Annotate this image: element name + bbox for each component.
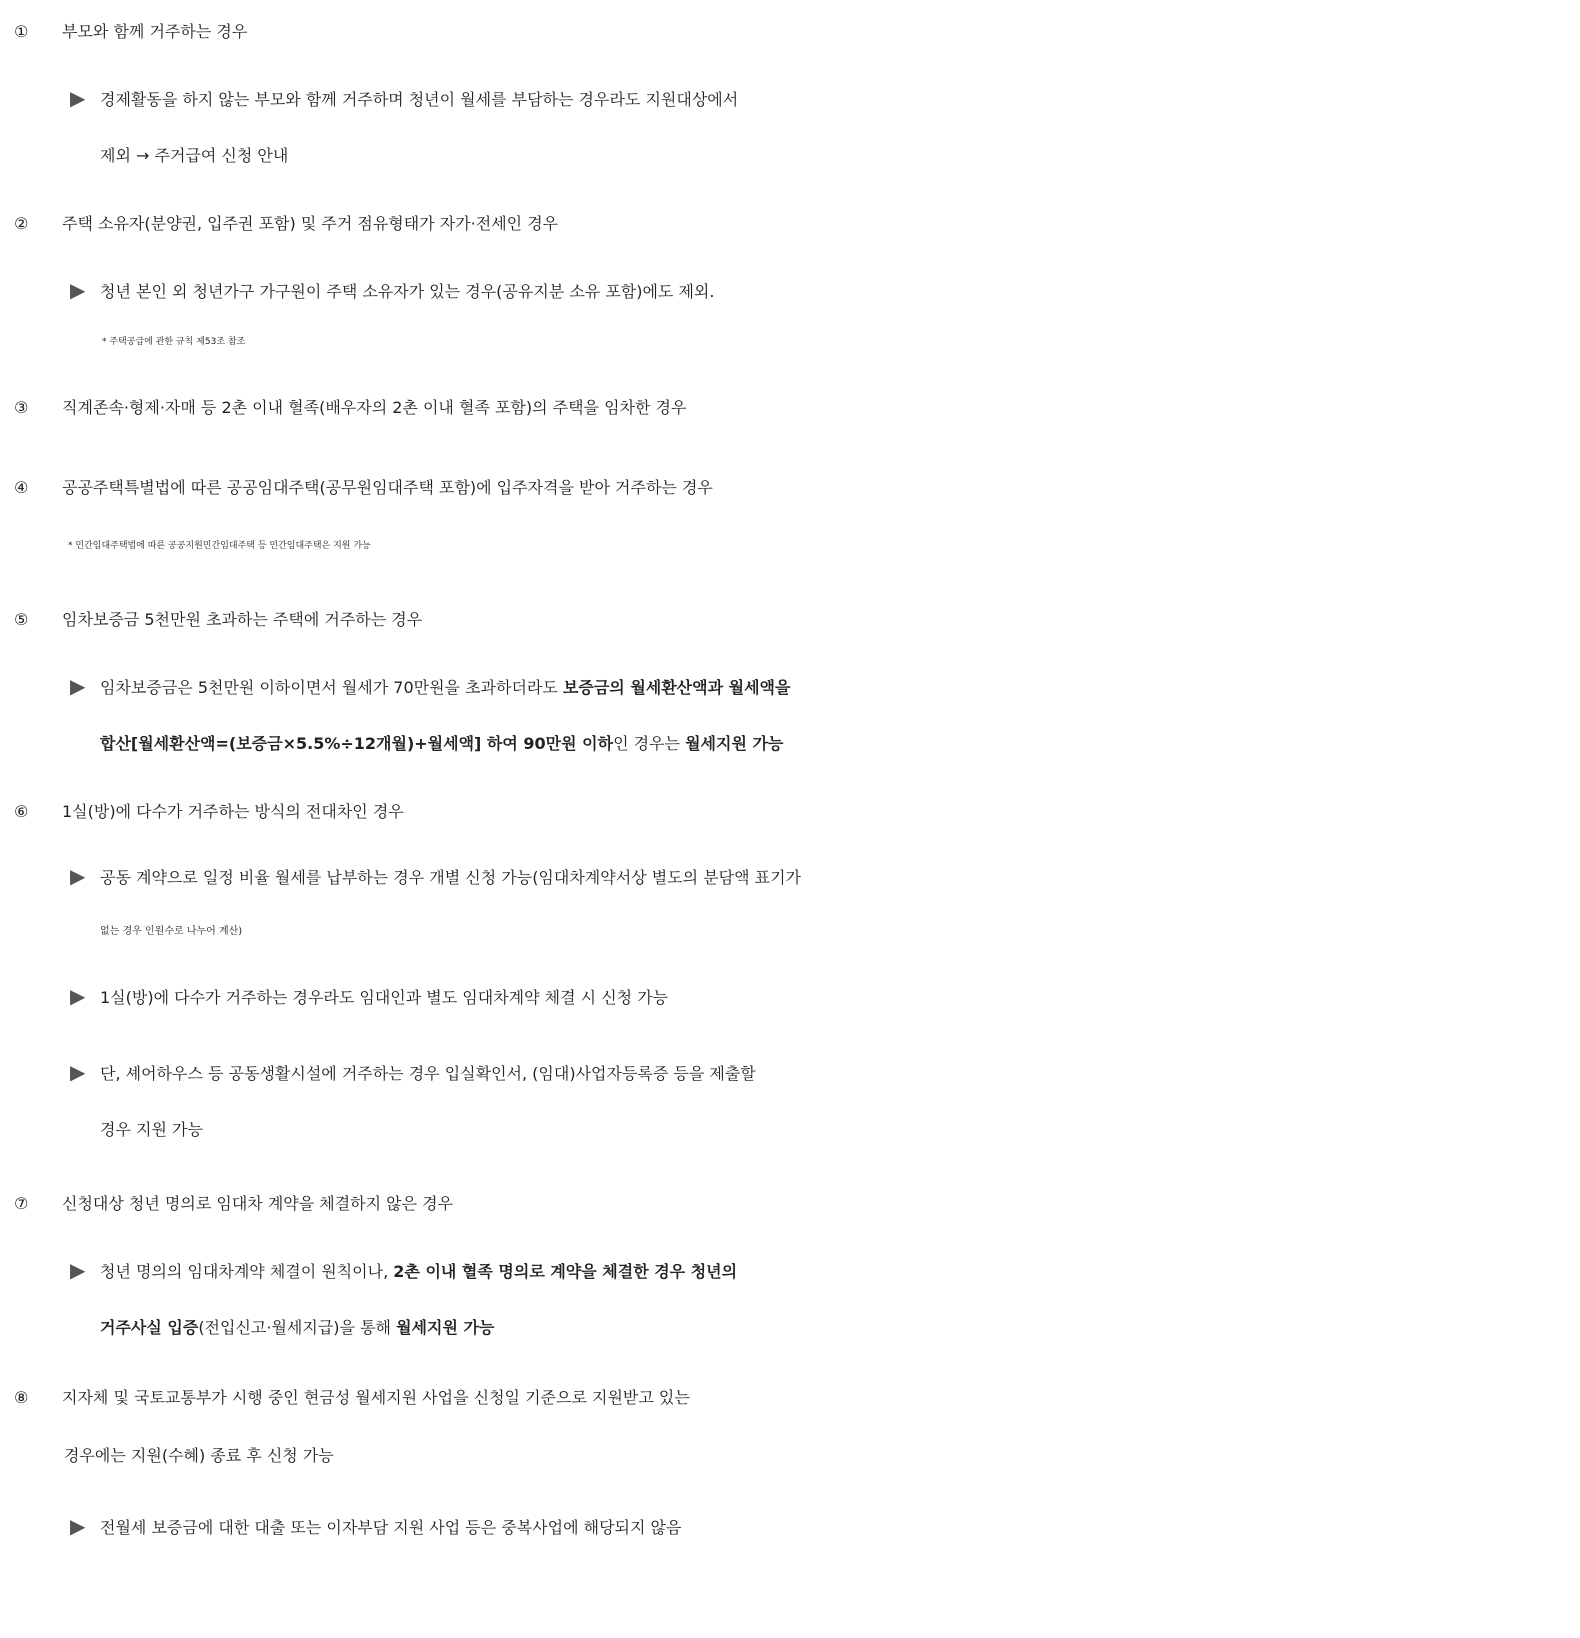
item-6-bullet-1: ▶ 공동 계약으로 일정 비율 월세를 납부하는 경우 개별 신청 가능(임대차계약서상 별도의 분담액 표기가 bbox=[0, 850, 1580, 906]
item-4-title: ④ 공공주택특별법에 따른 공공임대주택(공무원임대주택 포함)에 입주자격을 받아 거주하는 경우 bbox=[0, 460, 1580, 516]
item-5-title: ⑤ 임차보증금 5천만원 초과하는 주택에 거주하는 경우 bbox=[0, 592, 1580, 648]
item-6-bullet-3-cont: 경우 지원 가능 bbox=[100, 1120, 203, 1139]
triangle-bullet-icon: ▶ bbox=[70, 1257, 86, 1282]
item-7-bullet-cont: 거주사실 입증(전입신고·월세지급)을 통해 월세지원 가능 bbox=[100, 1318, 495, 1337]
item-6-bullet-2: ▶ 1실(방)에 다수가 거주하는 경우라도 임대인과 별도 임대차계약 체결 시 신청 가능 bbox=[0, 970, 1580, 1026]
triangle-bullet-icon: ▶ bbox=[70, 983, 86, 1008]
triangle-bullet-icon: ▶ bbox=[70, 673, 86, 698]
item-3-title: ③ 직계존속·형제·자매 등 2촌 이내 혈족(배우자의 2촌 이내 혈족 포함)의 주택을 임차한 경우 bbox=[0, 380, 1580, 436]
item-1-bullet: ▶ 경제활동을 하지 않는 부모와 함께 거주하며 청년이 월세를 부담하는 경우라도 지원대상에서 bbox=[0, 72, 1580, 128]
item-5-bullet: ▶ 임차보증금은 5천만원 이하이면서 월세가 70만원을 초과하더라도 보증금의 월세환산액과 월세액을 bbox=[0, 660, 1580, 716]
item-8-marker: ⑧ bbox=[14, 1388, 29, 1407]
triangle-bullet-icon: ▶ bbox=[70, 85, 86, 110]
item-1-title: ① 부모와 함께 거주하는 경우 bbox=[0, 4, 1580, 60]
item-2-note: * 주택공급에 관한 규칙 제53조 참조 bbox=[102, 337, 246, 347]
item-6-title: ⑥ 1실(방)에 다수가 거주하는 방식의 전대차인 경우 bbox=[0, 784, 1580, 840]
item-2-title: ② 주택 소유자(분양권, 입주권 포함) 및 주거 점유형태가 자가·전세인 경우 bbox=[0, 196, 1580, 252]
triangle-bullet-icon: ▶ bbox=[70, 277, 86, 302]
item-8-bullet: ▶ 전월세 보증금에 대한 대출 또는 이자부담 지원 사업 등은 중복사업에 해당되지 않음 bbox=[0, 1500, 1580, 1556]
item-4-note: * 민간임대주택법에 따른 공공지원민간임대주택 등 민간임대주택은 지원 가능 bbox=[68, 541, 371, 551]
item-1-bullet-cont: 제외 → 주거급여 신청 안내 bbox=[100, 146, 289, 165]
item-6-bullet-3: ▶ 단, 셰어하우스 등 공동생활시설에 거주하는 경우 입실확인서, (임대)사업자등록증 등을 제출할 bbox=[0, 1046, 1580, 1102]
triangle-bullet-icon: ▶ bbox=[70, 1059, 86, 1084]
item-8-title: ⑧ 지자체 및 국토교통부가 시행 중인 현금성 월세지원 사업을 신청일 기준으로 지원받고 있는 bbox=[0, 1370, 1580, 1426]
triangle-bullet-icon: ▶ bbox=[70, 863, 86, 888]
item-6-bullet-1-cont: 없는 경우 인원수로 나누어 계산) bbox=[100, 926, 243, 937]
item-2-marker: ② bbox=[14, 214, 29, 233]
item-7-bullet: ▶ 청년 명의의 임대차계약 체결이 원칙이나, 2촌 이내 혈족 명의로 계약을 체결한 경우 청년의 bbox=[0, 1244, 1580, 1300]
item-4-marker: ④ bbox=[14, 478, 29, 497]
item-1-marker: ① bbox=[14, 22, 29, 41]
item-7-title: ⑦ 신청대상 청년 명의로 임대차 계약을 체결하지 않은 경우 bbox=[0, 1176, 1580, 1232]
item-6-marker: ⑥ bbox=[14, 802, 29, 821]
item-2-bullet: ▶ 청년 본인 외 청년가구 가구원이 주택 소유자가 있는 경우(공유지분 소유 포함)에도 제외. bbox=[0, 264, 1580, 320]
item-5-marker: ⑤ bbox=[14, 610, 29, 629]
triangle-bullet-icon: ▶ bbox=[70, 1513, 86, 1538]
item-7-marker: ⑦ bbox=[14, 1194, 29, 1213]
item-5-bullet-cont: 합산[월세환산액=(보증금×5.5%÷12개월)+월세액] 하여 90만원 이하인 경우는 월세지원 가능 bbox=[100, 734, 784, 753]
item-3-marker: ③ bbox=[14, 398, 29, 417]
item-8-title-cont: 경우에는 지원(수혜) 종료 후 신청 가능 bbox=[64, 1446, 334, 1465]
